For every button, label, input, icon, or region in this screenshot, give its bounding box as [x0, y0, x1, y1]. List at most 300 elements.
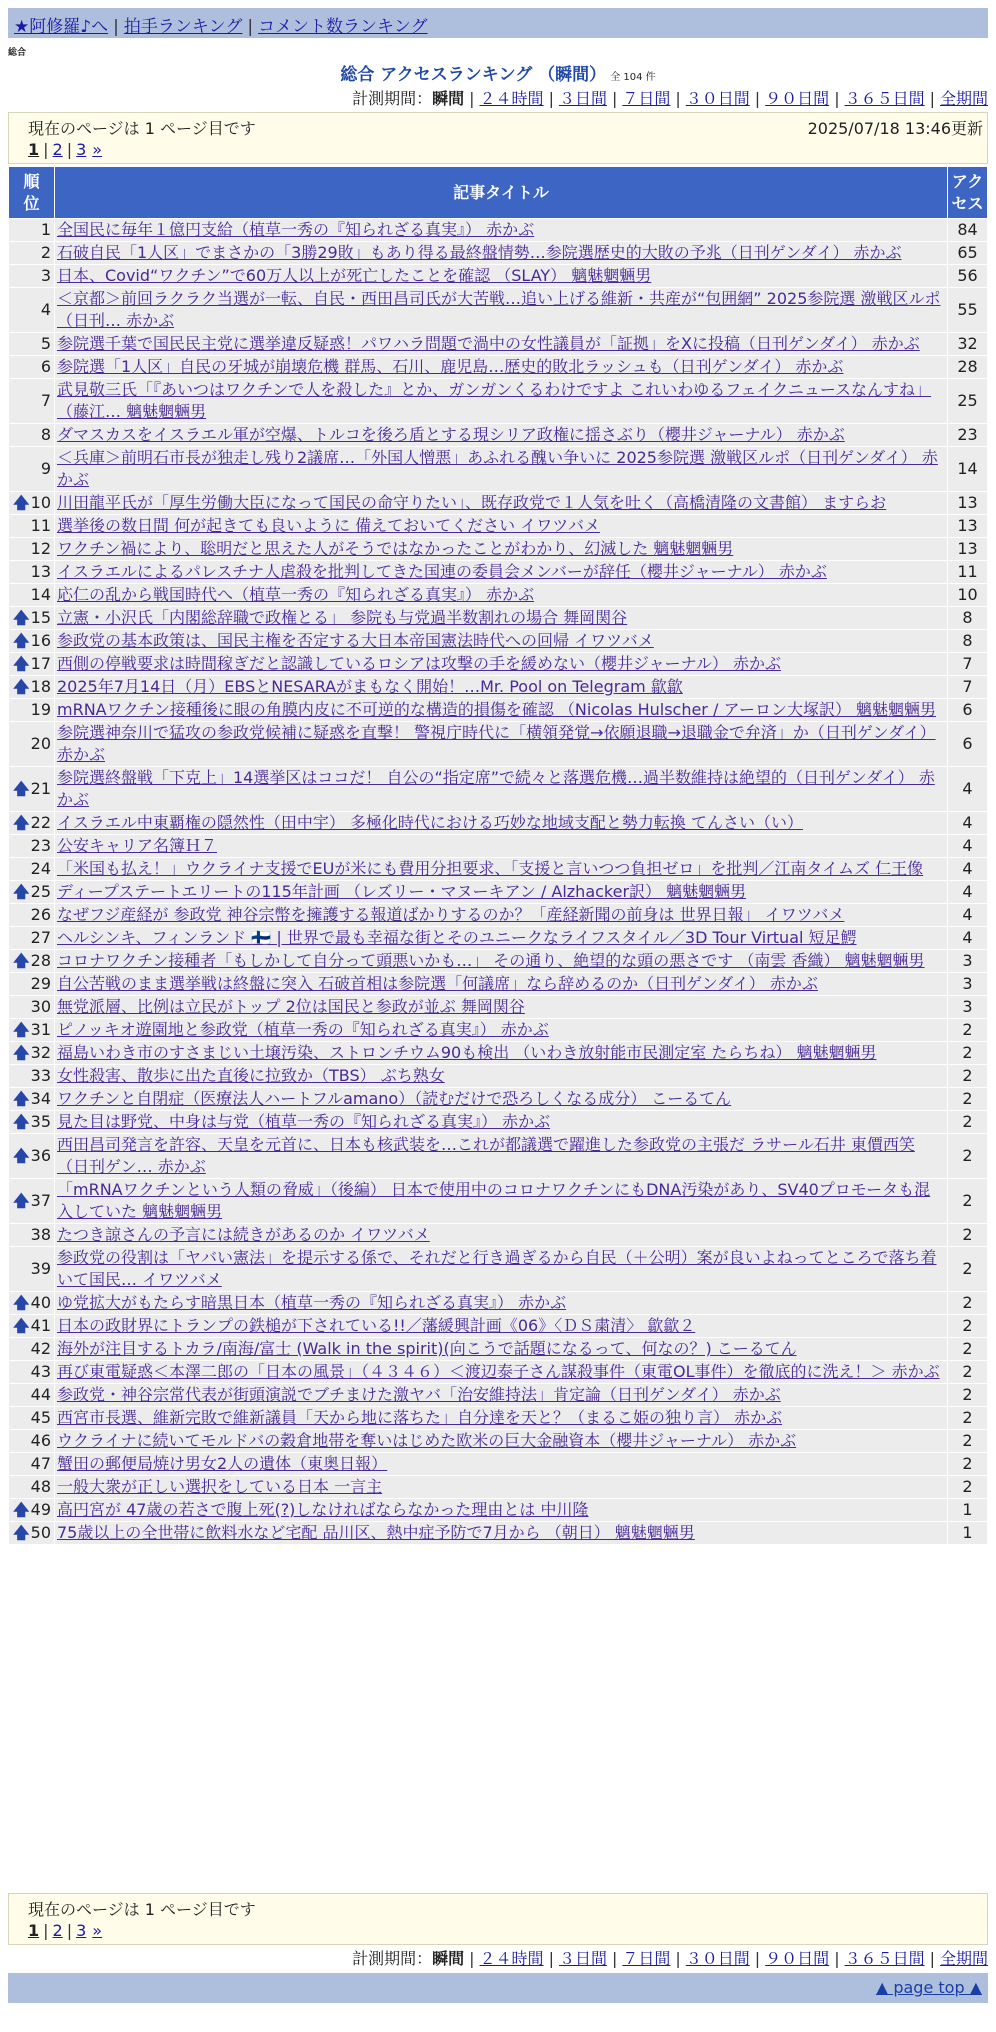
article-link[interactable]: イスラエルによるパレスチナ人虐殺を批判してきた国連の委員会メンバーが辞任（櫻井ジャーナル） 赤かぶ	[57, 562, 827, 581]
access-count: 8	[948, 607, 988, 630]
access-count: 13	[948, 492, 988, 515]
rank-number: 4	[40, 300, 51, 319]
article-link[interactable]: 海外が注目するトカラ/南海/富士 (Walk in the spirit)(向こうで話題になるって、何なの？) こーるてん	[57, 1339, 797, 1358]
period-label: 計測期間：	[352, 89, 433, 108]
table-row	[9, 356, 988, 379]
rank-number: 24	[30, 859, 51, 878]
period-current: 瞬間	[432, 1949, 465, 1968]
rank-cell	[9, 630, 55, 653]
title-cell	[55, 265, 948, 288]
table-row	[9, 1088, 988, 1111]
rank-number: 23	[30, 836, 51, 855]
title-cell	[55, 379, 948, 424]
access-header-label: アク セス	[951, 171, 984, 213]
period-link[interactable]: ３６５日間	[844, 1949, 925, 1968]
article-link[interactable]: ピノッキオ遊園地と参政党（植草一秀の『知られざる真実』） 赤かぶ	[57, 1020, 549, 1039]
article-link[interactable]: 2025年7月14日（月）EBSとNESARAがまもなく開始！…Mr. Pool on Telegram 歙歙	[57, 677, 683, 696]
next-page-link[interactable]: »	[92, 140, 103, 159]
access-count: 6	[948, 722, 988, 767]
article-link[interactable]: ＜京都＞前回ラクラク当選が一転、自民・西田昌司氏が大苦戦…追い上げる維新・共産が“包囲網” 2025参院選 激戦区ルポ（日刊… 赤かぶ	[57, 289, 941, 330]
period-link[interactable]: ９０日間	[765, 89, 830, 108]
rank-number: 10	[30, 493, 51, 512]
article-link[interactable]: 無党派層、比例は立民がトップ 2位は国民と参政が並ぶ 舞岡関谷	[57, 997, 525, 1016]
article-link[interactable]: ワクチン禍により、聡明だと思えた人がそうではなかったことがわかり、幻滅した 魑魅魍魎男	[57, 539, 734, 558]
up-arrow-icon: 🡅	[13, 1523, 30, 1542]
pagination-top	[28, 140, 102, 159]
access-count: 4	[948, 927, 988, 950]
article-link[interactable]: 武見敬三氏「『あいつはワクチンで人を殺した』とか、ガンガンくるわけですよ これいわゆるフェイクニュースなんすね」（藤江… 魑魅魍魎男	[57, 380, 932, 421]
article-link[interactable]: 公安キャリア名簿Ｈ７	[57, 836, 218, 855]
title-cell	[55, 1315, 948, 1338]
table-row	[9, 1111, 988, 1134]
title-cell	[55, 333, 948, 356]
rank-cell	[9, 538, 55, 561]
separator: |	[548, 1949, 554, 1968]
rank-cell	[9, 356, 55, 379]
title-column-header: 記事タイトル	[55, 167, 948, 219]
section-tag: 総合	[8, 48, 27, 58]
article-link[interactable]: 福島いわき市のすさまじい土壌汚染、ストロンチウム90も検出 （いわき放射能市民測定室 たらちね） 魑魅魍魎男	[57, 1043, 877, 1062]
title-cell	[55, 1224, 948, 1247]
rank-cell	[9, 1111, 55, 1134]
article-link[interactable]: 西田昌司発言を許容、天皇を元首に、日本も核武装を…これが都議選で躍進した参政党の主張だ ラサール石井 東價西笑（日刊ゲン… 赤かぶ	[57, 1135, 915, 1176]
next-page-link[interactable]: »	[92, 1921, 103, 1940]
access-count: 2	[948, 1247, 988, 1292]
rank-number: 33	[30, 1066, 51, 1085]
period-current: 瞬間	[432, 89, 465, 108]
title-cell	[55, 515, 948, 538]
article-link[interactable]: 日本、Covid“ワクチン”で60万人以上が死亡したことを確認 （SLAY） 魑魅魍魎男	[57, 266, 652, 285]
table-row	[9, 699, 988, 722]
rank-number: 12	[30, 539, 51, 558]
page-link[interactable]: 2	[52, 1921, 63, 1940]
access-count: 55	[948, 288, 988, 333]
access-count: 3	[948, 996, 988, 1019]
table-row	[9, 561, 988, 584]
rank-cell	[9, 1407, 55, 1430]
up-arrow-icon: 🡅	[13, 677, 30, 696]
table-row	[9, 973, 988, 996]
rank-cell	[9, 424, 55, 447]
table-row	[9, 219, 988, 242]
up-arrow-icon: 🡅	[13, 1146, 30, 1165]
access-column-header	[948, 167, 988, 219]
up-arrow-icon: 🡅	[13, 1089, 30, 1108]
rank-number: 5	[40, 334, 51, 353]
rank-number: 8	[40, 425, 51, 444]
table-row	[9, 1361, 988, 1384]
rank-cell	[9, 950, 55, 973]
title-cell	[55, 676, 948, 699]
table-row	[9, 1224, 988, 1247]
access-count: 2	[948, 1134, 988, 1179]
rank-cell	[9, 288, 55, 333]
title-cell	[55, 630, 948, 653]
rank-number: 13	[30, 562, 51, 581]
up-arrow-icon: 🡅	[13, 608, 30, 627]
rank-number: 25	[30, 882, 51, 901]
table-row	[9, 333, 988, 356]
article-link[interactable]: 西宮市長選、維新完敗で維新議員「天から地に落ちた」自分達を天と？（まるこ姫の独り言） 赤かぶ	[57, 1408, 783, 1427]
period-link[interactable]: 全期間	[939, 1949, 988, 1968]
rank-cell	[9, 1361, 55, 1384]
title-cell	[55, 1134, 948, 1179]
access-count: 3	[948, 950, 988, 973]
table-row	[9, 1499, 988, 1522]
table-row	[9, 379, 988, 424]
separator: |	[43, 140, 49, 159]
separator: |	[66, 1921, 73, 1940]
period-link[interactable]: ７日間	[622, 1949, 671, 1968]
rank-cell	[9, 927, 55, 950]
article-link[interactable]: 参院選終盤戦「下克上」14選挙区はココだ！ 自公の“指定席”で続々と落選危機…過半数維持は絶望的（日刊ゲンダイ） 赤かぶ	[57, 768, 935, 809]
title-cell	[55, 835, 948, 858]
page-link[interactable]: 3	[76, 140, 87, 159]
table-row	[9, 242, 988, 265]
article-link[interactable]: ＜兵庫＞前明石市長が独走し残り2議席…「外国人憎悪」あふれる醜い争いに 2025参院選 激戦区ルポ（日刊ゲンダイ） 赤かぶ	[57, 448, 938, 489]
table-row	[9, 927, 988, 950]
rank-number: 35	[30, 1112, 51, 1131]
table-row	[9, 538, 988, 561]
page-current: 1	[28, 1921, 40, 1940]
rank-number: 16	[30, 631, 51, 650]
access-count: 1	[948, 1522, 988, 1545]
rank-cell	[9, 584, 55, 607]
article-link[interactable]: 参院選「1人区」自民の牙城が崩壊危機 群馬、石川、鹿児島…歴史的敗北ラッシュも（日刊ゲンダイ） 赤かぶ	[57, 357, 844, 376]
access-count: 3	[948, 973, 988, 996]
title-cell	[55, 767, 948, 812]
title-cell	[55, 927, 948, 950]
comment-ranking-link[interactable]: コメント数ランキング	[258, 17, 428, 37]
clap-ranking-link[interactable]: 拍手ランキング	[123, 17, 243, 37]
access-count: 11	[948, 561, 988, 584]
access-count: 84	[948, 219, 988, 242]
up-arrow-icon: 🡅	[13, 654, 30, 673]
table-row	[9, 288, 988, 333]
article-link[interactable]: ワクチンと自閉症（医療法人ハートフルamano）（読むだけで恐ろしくなる成分） こーるてん	[57, 1089, 732, 1108]
table-header-row	[9, 167, 988, 219]
article-link[interactable]: 参院選千葉で国民民主党に選挙違反疑惑！パワハラ問題で渦中の女性議員が「証拠」をXに投稿（日刊ゲンダイ） 赤かぶ	[57, 334, 920, 353]
article-link[interactable]: 見た目は野党、中身は与党（植草一秀の『知られざる真実』） 赤かぶ	[57, 1112, 551, 1131]
rank-cell	[9, 1042, 55, 1065]
up-arrow-icon: 🡅	[13, 779, 30, 798]
article-link[interactable]: なぜフジ産経が 参政党 神谷宗幣を擁護する報道ばかりするのか？「産経新聞の前身は 世界日報」 イワツバメ	[57, 905, 845, 924]
access-count: 13	[948, 515, 988, 538]
access-count: 2	[948, 1476, 988, 1499]
rank-number: 15	[30, 608, 51, 627]
rank-cell	[9, 973, 55, 996]
period-selector-bottom	[352, 1946, 988, 1969]
current-page-text-bottom: 現在のページは 1 ページ目です	[28, 1900, 256, 1919]
period-link[interactable]: 全期間	[939, 89, 988, 108]
rank-number: 29	[30, 974, 51, 993]
rank-number: 18	[30, 677, 51, 696]
period-link[interactable]: ３０日間	[685, 1949, 750, 1968]
table-row	[9, 722, 988, 767]
rank-number: 44	[30, 1385, 51, 1404]
rank-number: 21	[30, 779, 51, 798]
rank-cell	[9, 447, 55, 492]
updated-time: 2025/07/18 13:46更新	[807, 119, 983, 138]
table-row	[9, 1384, 988, 1407]
access-count: 4	[948, 767, 988, 812]
table-row	[9, 904, 988, 927]
article-link[interactable]: ヘルシンキ、フィンランド 🇫🇮 | 世界で最も幸福な街とそのユニークなライフスタイル／3D Tour Virtual 短足鰐	[57, 928, 857, 947]
title-cell	[55, 607, 948, 630]
page-title-text: 総合 アクセスランキング （瞬間）	[340, 65, 607, 85]
separator: |	[834, 89, 840, 108]
up-arrow-icon: 🡅	[13, 1500, 30, 1519]
title-cell	[55, 1042, 948, 1065]
current-page-text: 現在のページは 1 ページ目です	[28, 119, 256, 138]
rank-number: 3	[40, 266, 51, 285]
rank-number: 17	[30, 654, 51, 673]
access-count: 23	[948, 424, 988, 447]
rank-header-label: 順 位	[23, 171, 40, 213]
article-link[interactable]: 石破自民「1人区」でまさかの「3勝29敗」もあり得る最終盤情勢…参院選歴史的大敗の予兆（日刊ゲンダイ） 赤かぶ	[57, 243, 902, 262]
table-row	[9, 1338, 988, 1361]
bottom-bar	[8, 1973, 988, 2003]
article-link[interactable]: 蟹田の郵便局焼け男女2人の遺体（東奥日報）	[57, 1454, 388, 1473]
rank-cell	[9, 607, 55, 630]
article-link[interactable]: 川田龍平氏が「厚生労働大臣になって国民の命守りたい」、既存政党で１人気を吐く（高橋清隆の文書館） ますらお	[57, 493, 887, 512]
table-row	[9, 996, 988, 1019]
rank-cell	[9, 1384, 55, 1407]
article-link[interactable]: 参政党・神谷宗常代表が街頭演説でブチまけた激ヤバ「治安維持法」肯定論（日刊ゲンダイ） 赤かぶ	[57, 1385, 781, 1404]
separator: |	[548, 89, 554, 108]
article-link[interactable]: mRNAワクチン接種後に眼の角膜内皮に不可逆的な構造的損傷を確認 （Nicolas Hulscher / アーロン大塚訳） 魑魅魍魎男	[57, 700, 937, 719]
title-cell	[55, 1065, 948, 1088]
rank-number: 28	[30, 951, 51, 970]
page-info-top	[8, 112, 988, 164]
page-link[interactable]: 2	[52, 140, 63, 159]
article-link[interactable]: 西側の停戦要求は時間稼ぎだと認識しているロシアは攻撃の手を緩めない（櫻井ジャーナル） 赤かぶ	[57, 654, 781, 673]
title-cell	[55, 1019, 948, 1042]
separator: |	[675, 89, 681, 108]
rank-number: 49	[30, 1500, 51, 1519]
table-row	[9, 492, 988, 515]
rank-cell	[9, 1453, 55, 1476]
rank-number: 37	[30, 1191, 51, 1210]
access-count: 10	[948, 584, 988, 607]
article-link[interactable]: ゆ党拡大がもたらす暗黒日本（植草一秀の『知られざる真実』） 赤かぶ	[57, 1293, 567, 1312]
up-arrow-icon: 🡅	[13, 1316, 30, 1335]
table-row	[9, 653, 988, 676]
separator: |	[66, 140, 73, 159]
rank-cell	[9, 515, 55, 538]
access-count: 2	[948, 1111, 988, 1134]
table-row	[9, 950, 988, 973]
title-cell	[55, 538, 948, 561]
access-count: 4	[948, 812, 988, 835]
period-link[interactable]: ３６５日間	[844, 89, 925, 108]
page-current: 1	[28, 140, 40, 159]
rank-number: 40	[30, 1293, 51, 1312]
article-link[interactable]: 日本の政財界にトランプの鉄槌が下されている!!／藩緩興計画《06》〈ＤＳ粛清〉 歙歙２	[57, 1316, 696, 1335]
title-cell	[55, 950, 948, 973]
rank-cell	[9, 996, 55, 1019]
access-count: 2	[948, 1292, 988, 1315]
table-row	[9, 881, 988, 904]
period-link[interactable]: ７日間	[622, 89, 671, 108]
title-cell	[55, 973, 948, 996]
rank-number: 39	[30, 1259, 51, 1278]
table-row	[9, 1453, 988, 1476]
rank-number: 32	[30, 1043, 51, 1062]
access-count: 25	[948, 379, 988, 424]
up-arrow-icon: 🡅	[13, 631, 30, 650]
rank-cell	[9, 904, 55, 927]
up-arrow-icon: 🡅	[13, 1293, 30, 1312]
rank-number: 20	[30, 734, 51, 753]
up-arrow-icon: 🡅	[13, 1020, 30, 1039]
separator: |	[675, 1949, 681, 1968]
table-row	[9, 1065, 988, 1088]
table-row	[9, 1476, 988, 1499]
access-count: 2	[948, 1315, 988, 1338]
rank-cell	[9, 1476, 55, 1499]
rank-number: 34	[30, 1089, 51, 1108]
article-link[interactable]: 選挙後の数日間 何が起きても良いように 備えておいてください イワツバメ	[57, 516, 600, 535]
access-count: 2	[948, 1430, 988, 1453]
access-count: 13	[948, 538, 988, 561]
page-top-link[interactable]: ▲ page top ▲	[875, 1978, 982, 1997]
article-link[interactable]: 参政党の役割は「ヤバい憲法」を提示する係で、それだと行き過ぎるから自民（＋公明）案が良いよねってところで落ち着いて国民… イワツバメ	[57, 1248, 937, 1289]
rank-number: 9	[40, 459, 51, 478]
article-link[interactable]: 女性殺害、散歩に出た直後に拉致か（TBS） ぶち熟女	[57, 1066, 445, 1085]
article-link[interactable]: 75歳以上の全世帯に飲料水など宅配 品川区、熱中症予防で7月から （朝日） 魑魅魍魎男	[57, 1523, 695, 1542]
period-link[interactable]: ２４時間	[479, 1949, 544, 1968]
period-label: 計測期間：	[352, 1949, 433, 1968]
page-link[interactable]: 3	[76, 1921, 87, 1940]
title-cell	[55, 1247, 948, 1292]
article-link[interactable]: 応仁の乱から戦国時代へ（植草一秀の『知られざる真実』） 赤かぶ	[57, 585, 535, 604]
rank-cell	[9, 767, 55, 812]
separator: |	[469, 89, 475, 108]
article-link[interactable]: 高円宮が 47歳の若さで腹上死(?)しなければならなかった理由とは 中川隆	[57, 1500, 589, 1519]
access-count: 65	[948, 242, 988, 265]
period-link[interactable]: ３日間	[558, 89, 607, 108]
article-link[interactable]: 全国民に毎年１億円支給（植草一秀の『知られざる真実』） 赤かぶ	[57, 220, 535, 239]
title-cell	[55, 1179, 948, 1224]
up-arrow-icon: 🡅	[13, 1112, 30, 1131]
up-arrow-icon: 🡅	[13, 493, 30, 512]
table-row	[9, 812, 988, 835]
rank-number: 47	[30, 1454, 51, 1473]
rank-cell	[9, 1134, 55, 1179]
up-arrow-icon: 🡅	[13, 882, 30, 901]
rank-number: 22	[30, 813, 51, 832]
rank-number: 2	[40, 243, 51, 262]
article-link[interactable]: 「米国も払え！」ウクライナ支援でEUが米にも費用分担要求、「支援と言いつつ負担ゼロ」を批判／江南タイムズ 仁王像	[57, 859, 924, 878]
rank-cell	[9, 333, 55, 356]
separator: |	[754, 89, 761, 108]
table-row	[9, 1430, 988, 1453]
title-cell	[55, 1499, 948, 1522]
rank-number: 31	[30, 1020, 51, 1039]
table-row	[9, 424, 988, 447]
up-arrow-icon: 🡅	[13, 1043, 30, 1062]
title-cell	[55, 561, 948, 584]
rank-cell	[9, 1065, 55, 1088]
access-count: 32	[948, 333, 988, 356]
table-row	[9, 1315, 988, 1338]
article-link[interactable]: たつき諒さんの予言には続きがあるのか イワツバメ	[57, 1225, 430, 1244]
ranking-table	[8, 166, 988, 1545]
table-row	[9, 1134, 988, 1179]
rank-cell	[9, 722, 55, 767]
rank-number: 36	[30, 1146, 51, 1165]
access-count: 2	[948, 1384, 988, 1407]
article-link[interactable]: 参院選神奈川で猛攻の参政党候補に疑惑を直撃！ 警視庁時代に「横領発覚→依願退職→退職金で弁済」か（日刊ゲンダイ） 赤かぶ	[57, 723, 936, 764]
access-count: 2	[948, 1179, 988, 1224]
rank-number: 27	[30, 928, 51, 947]
title-cell	[55, 288, 948, 333]
up-arrow-icon: 🡅	[13, 1191, 30, 1210]
table-row	[9, 1179, 988, 1224]
article-link[interactable]: イスラエル中東覇権の隠然性（田中宇） 多極化時代における巧妙な地域支配と勢力転換 てんさい（い）	[57, 813, 804, 832]
table-row	[9, 1042, 988, 1065]
separator: |	[834, 1949, 840, 1968]
rank-number: 26	[30, 905, 51, 924]
article-link[interactable]: コロナワクチン接種者「もしかして自分って頭悪いかも…」 その通り、絶望的な頭の悪さです （南雲 香織） 魑魅魍魎男	[57, 951, 925, 970]
period-link[interactable]: ２４時間	[479, 89, 544, 108]
article-link[interactable]: ダマスカスをイスラエル軍が空爆、トルコを後ろ盾とする現シリア政権に揺さぶり（櫻井ジャーナル） 赤かぶ	[57, 425, 845, 444]
rank-column-header	[9, 167, 55, 219]
article-link[interactable]: ウクライナに続いてモルドバの穀倉地帯を奪いはじめた欧米の巨大金融資本（櫻井ジャーナル） 赤かぶ	[57, 1431, 797, 1450]
rank-cell	[9, 1224, 55, 1247]
access-count: 2	[948, 1042, 988, 1065]
access-count: 2	[948, 1088, 988, 1111]
table-row	[9, 835, 988, 858]
article-link[interactable]: 参政党の基本政策は、国民主権を否定する大日本帝国憲法時代への回帰 イワツバメ	[57, 631, 654, 650]
title-cell	[55, 492, 948, 515]
rank-cell	[9, 881, 55, 904]
rank-cell	[9, 1522, 55, 1545]
table-row	[9, 447, 988, 492]
page-title	[0, 60, 996, 85]
access-count: 4	[948, 881, 988, 904]
table-row	[9, 1407, 988, 1430]
period-link[interactable]: ９０日間	[765, 1949, 830, 1968]
article-link[interactable]: 立憲・小沢氏「内閣総辞職で政権とる」 参院も与党過半数割れの場合 舞岡関谷	[57, 608, 628, 627]
article-link[interactable]: 自公苦戦のまま選挙戦は終盤に突入 石破首相は参院選「何議席」なら辞めるのか（日刊ゲンダイ） 赤かぶ	[57, 974, 818, 993]
article-link[interactable]: 再び東電疑惑＜本澤二郎の「日本の風景」（４３４６）＜渡辺泰子さん謀殺事件（東電OL事件）を徹底的に洗え！＞ 赤かぶ	[57, 1362, 940, 1381]
rank-cell	[9, 1179, 55, 1224]
table-row	[9, 1522, 988, 1545]
title-cell	[55, 699, 948, 722]
title-cell	[55, 1407, 948, 1430]
rank-cell	[9, 265, 55, 288]
article-link[interactable]: 一般大衆が正しい選択をしている日本 一言主	[57, 1477, 383, 1496]
period-link[interactable]: ３０日間	[685, 89, 750, 108]
article-link[interactable]: ディープステートエリートの115年計画 （レズリー・マヌーキアン / Alzhacker訳） 魑魅魍魎男	[57, 882, 747, 901]
rank-number: 6	[40, 357, 51, 376]
rank-cell	[9, 1430, 55, 1453]
title-cell	[55, 1338, 948, 1361]
access-count: 28	[948, 356, 988, 379]
home-link[interactable]: ★阿修羅♪へ	[14, 17, 109, 37]
rank-cell	[9, 492, 55, 515]
access-count: 4	[948, 904, 988, 927]
rank-cell	[9, 379, 55, 424]
table-row	[9, 1292, 988, 1315]
title-cell	[55, 1453, 948, 1476]
period-link[interactable]: ３日間	[558, 1949, 607, 1968]
rank-cell	[9, 835, 55, 858]
article-link[interactable]: 「mRNAワクチンという人類の脅威」（後編） 日本で使用中のコロナワクチンにもDNA汚染があり、SV40プロモータも混入していた 魑魅魍魎男	[57, 1180, 931, 1221]
title-cell	[55, 219, 948, 242]
